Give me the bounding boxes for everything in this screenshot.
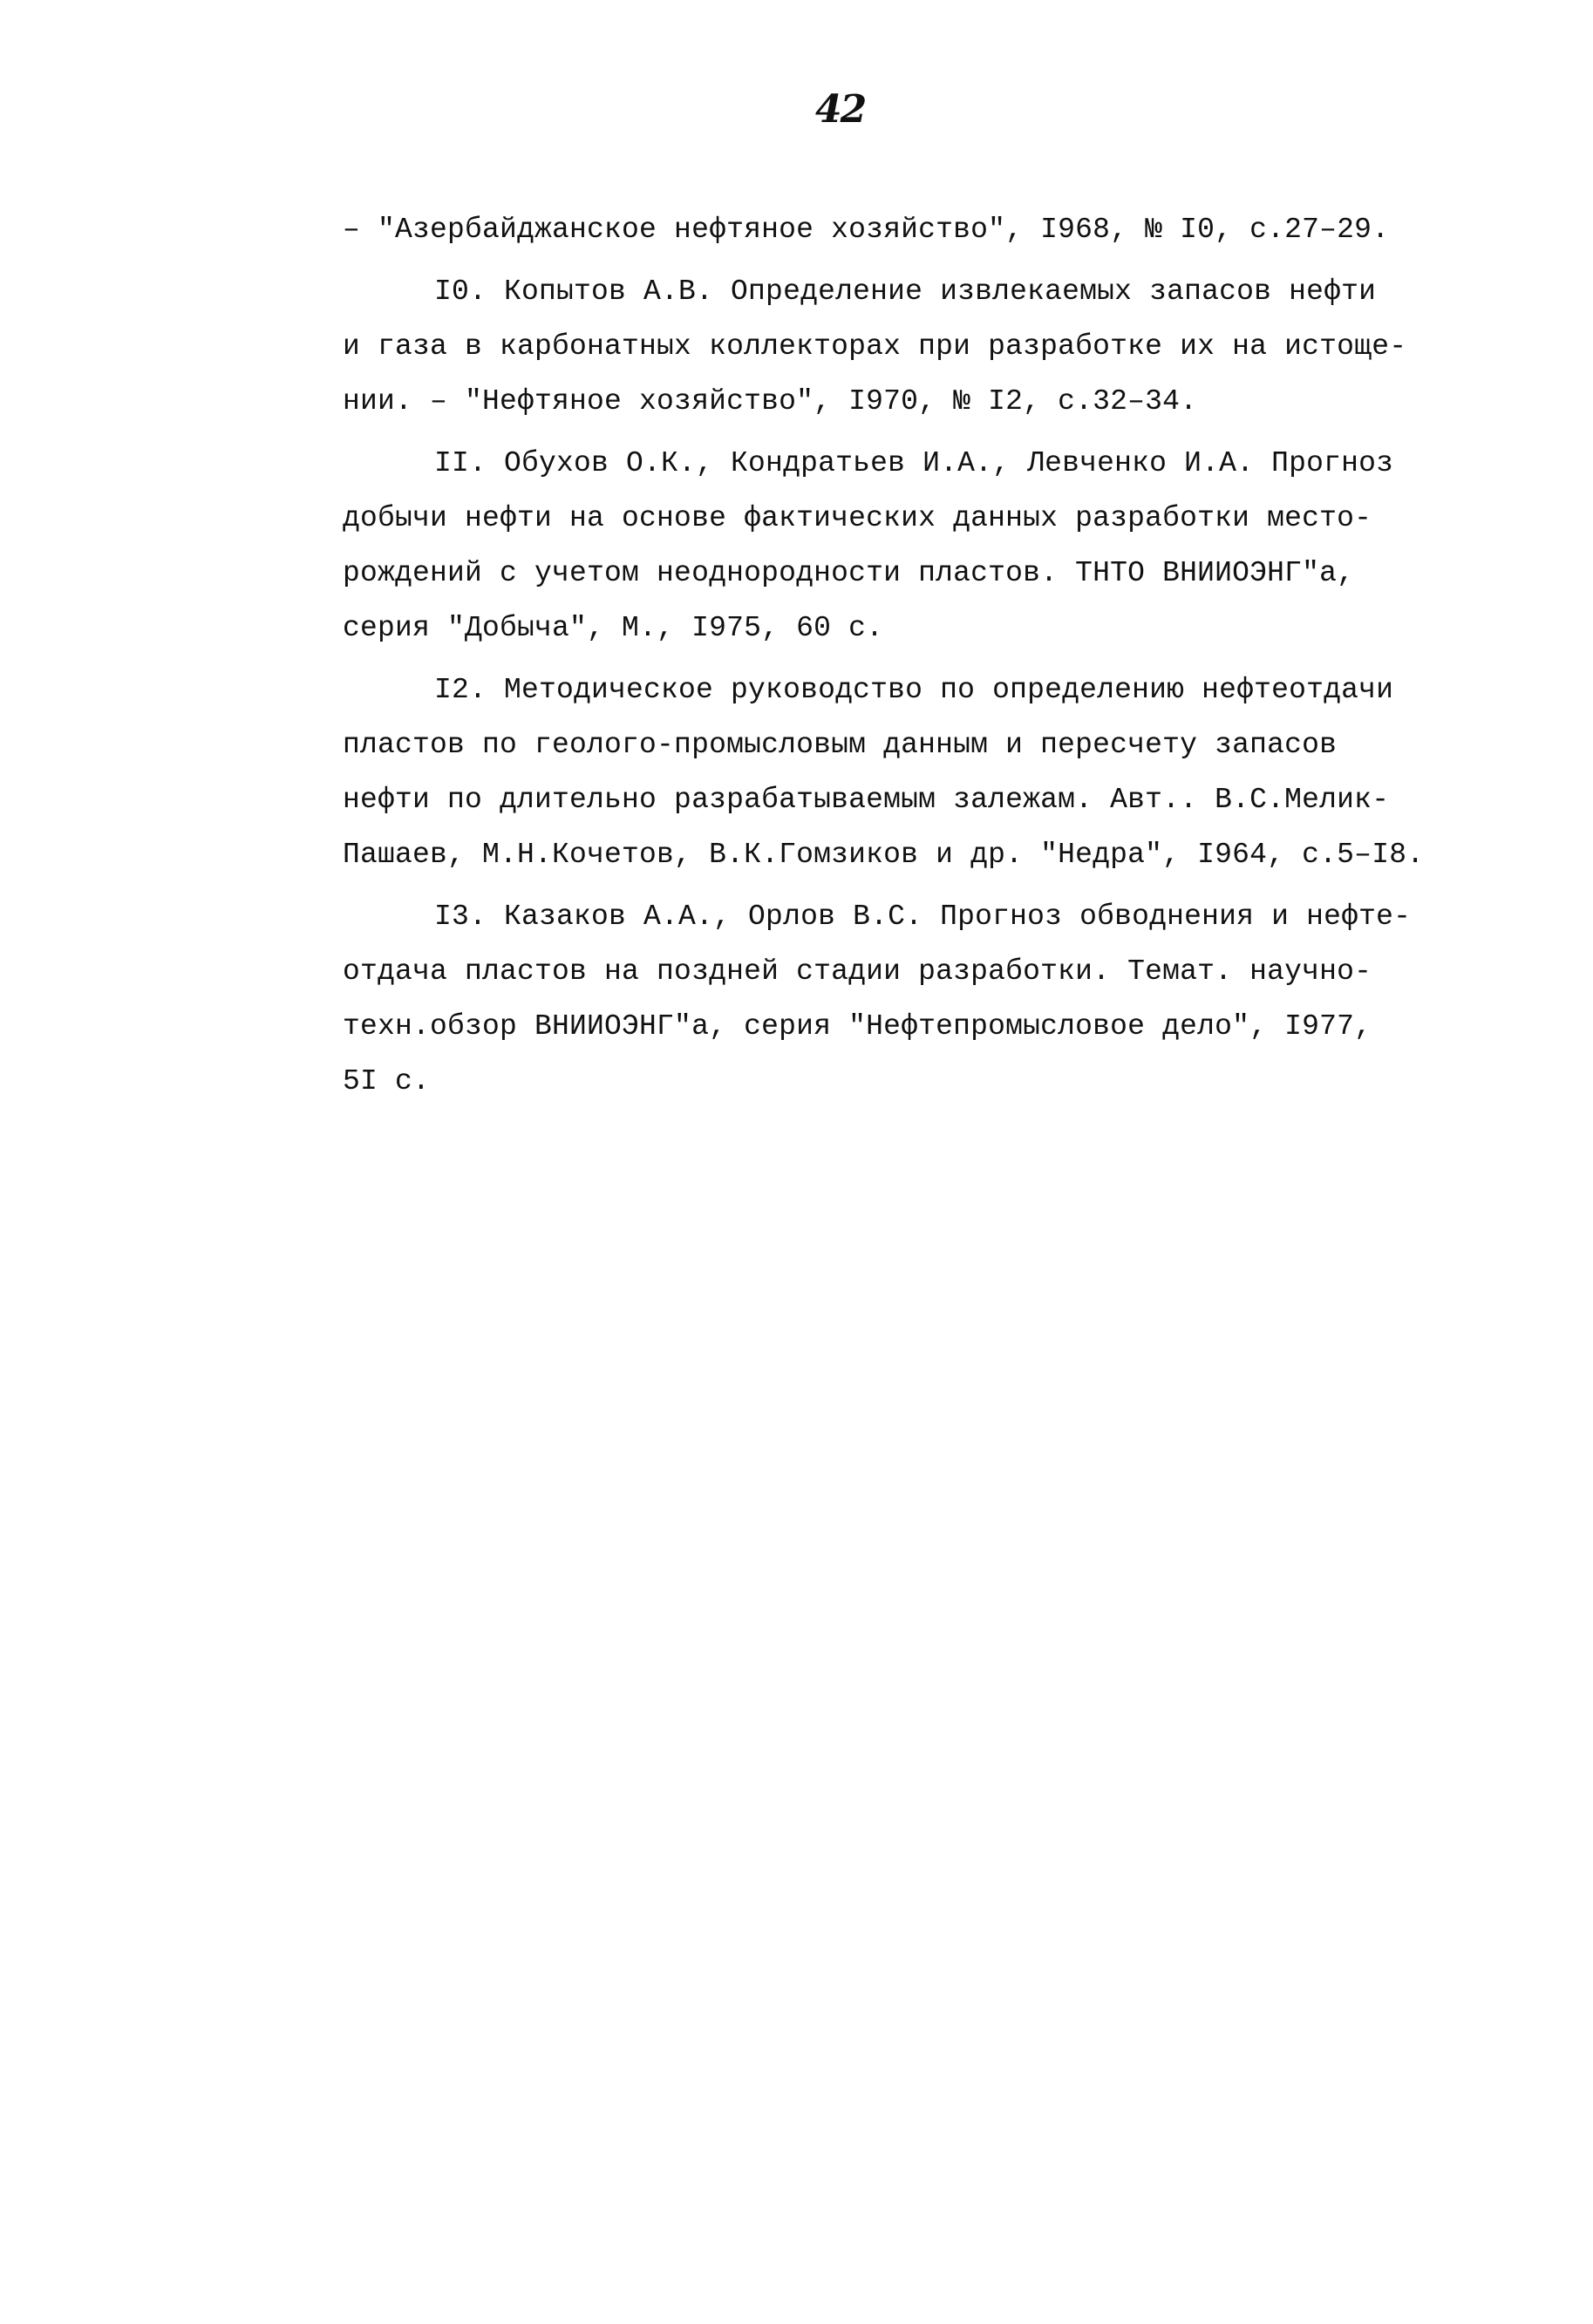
reference-line: – "Азербайджанское нефтяное хозяйство", I968, № I0, с.27–29.	[343, 214, 1390, 246]
reference-line: I0. Копытов А.В. Определение извлекаемых запасов нефти	[434, 275, 1377, 308]
reference-line: 5I с.	[343, 1065, 431, 1097]
reference-item-13	[343, 889, 1412, 1109]
reference-item-10	[343, 264, 1407, 429]
reference-line: техн.обзор ВНИИОЭНГ"а, серия "Нефтепромысловое дело", I977,	[343, 1010, 1372, 1043]
reference-line: серия "Добыча", М., I975, 60 с.	[343, 612, 884, 644]
reference-item-12	[343, 663, 1425, 882]
reference-line: I3. Казаков А.А., Орлов В.С. Прогноз обводнения и нефте-	[434, 900, 1412, 933]
reference-line: и газа в карбонатных коллекторах при разработке их на истоще-	[343, 330, 1407, 363]
reference-line: добычи нефти на основе фактических данных разработки место-	[343, 502, 1372, 534]
reference-line: I2. Методическое руководство по определению нефтеотдачи	[434, 674, 1394, 706]
page-number: 42	[815, 87, 866, 132]
reference-line: пластов по геолого-промысловым данным и пересчету запасов	[343, 729, 1338, 761]
reference-line: рождений с учетом неоднородности пластов. ТНТО ВНИИОЭНГ"а,	[343, 557, 1355, 589]
reference-line: отдача пластов на поздней стадии разработки. Темат. научно-	[343, 955, 1372, 988]
reference-line: нефти по длительно разрабатываемым залежам. Авт.. В.С.Мелик-	[343, 784, 1390, 816]
reference-line: II. Обухов О.К., Кондратьев И.А., Левченко И.А. Прогноз	[434, 447, 1394, 479]
reference-list	[343, 202, 1425, 1109]
reference-line: Пашаев, М.Н.Кочетов, В.К.Гомзиков и др. "Недра", I964, с.5–I8.	[343, 839, 1425, 871]
reference-continuation	[343, 202, 1390, 257]
reference-item-11	[343, 436, 1394, 656]
reference-line: нии. – "Нефтяное хозяйство", I970, № I2, с.32–34.	[343, 385, 1198, 418]
